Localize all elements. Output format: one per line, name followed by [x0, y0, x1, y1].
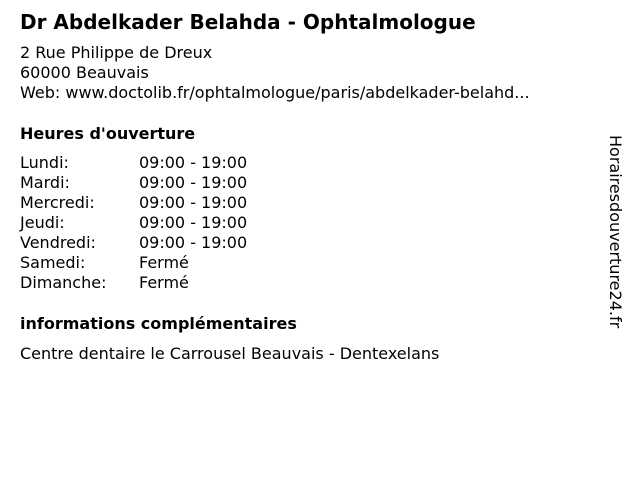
hours-day: Mardi: [20, 173, 70, 192]
website-link[interactable]: Web: www.doctolib.fr/ophtalmologue/paris/abdelkader-belahd... [20, 83, 530, 102]
hours-time: Fermé [139, 253, 189, 272]
hours-row-dimanche [20, 273, 320, 293]
opening-hours-heading: Heures d'ouverture [20, 124, 196, 143]
hours-time: 09:00 - 19:00 [139, 153, 248, 172]
page-title: Dr Abdelkader Belahda - Ophtalmologue [20, 10, 476, 34]
opening-hours-table [20, 153, 320, 293]
hours-time: 09:00 - 19:00 [139, 173, 248, 192]
hours-day: Dimanche: [20, 273, 107, 292]
hours-day: Jeudi: [20, 213, 65, 232]
hours-time: 09:00 - 19:00 [139, 193, 248, 212]
site-brand-watermark: Horairesdouverture24.fr [606, 135, 625, 329]
address-street: 2 Rue Philippe de Dreux [20, 43, 213, 62]
additional-info-heading: informations complémentaires [20, 314, 297, 333]
hours-day: Samedi: [20, 253, 86, 272]
address-block [20, 43, 530, 103]
hours-row-mardi [20, 173, 320, 193]
hours-day: Vendredi: [20, 233, 96, 252]
address-city: 60000 Beauvais [20, 63, 149, 82]
hours-row-vendredi [20, 233, 320, 253]
hours-time: 09:00 - 19:00 [139, 233, 248, 252]
hours-day: Mercredi: [20, 193, 95, 212]
hours-row-jeudi [20, 213, 320, 233]
hours-row-lundi [20, 153, 320, 173]
hours-row-samedi [20, 253, 320, 273]
additional-info-text: Centre dentaire le Carrousel Beauvais - Dentexelans [20, 344, 440, 363]
hours-day: Lundi: [20, 153, 69, 172]
hours-time: Fermé [139, 273, 189, 292]
hours-time: 09:00 - 19:00 [139, 213, 248, 232]
hours-row-mercredi [20, 193, 320, 213]
